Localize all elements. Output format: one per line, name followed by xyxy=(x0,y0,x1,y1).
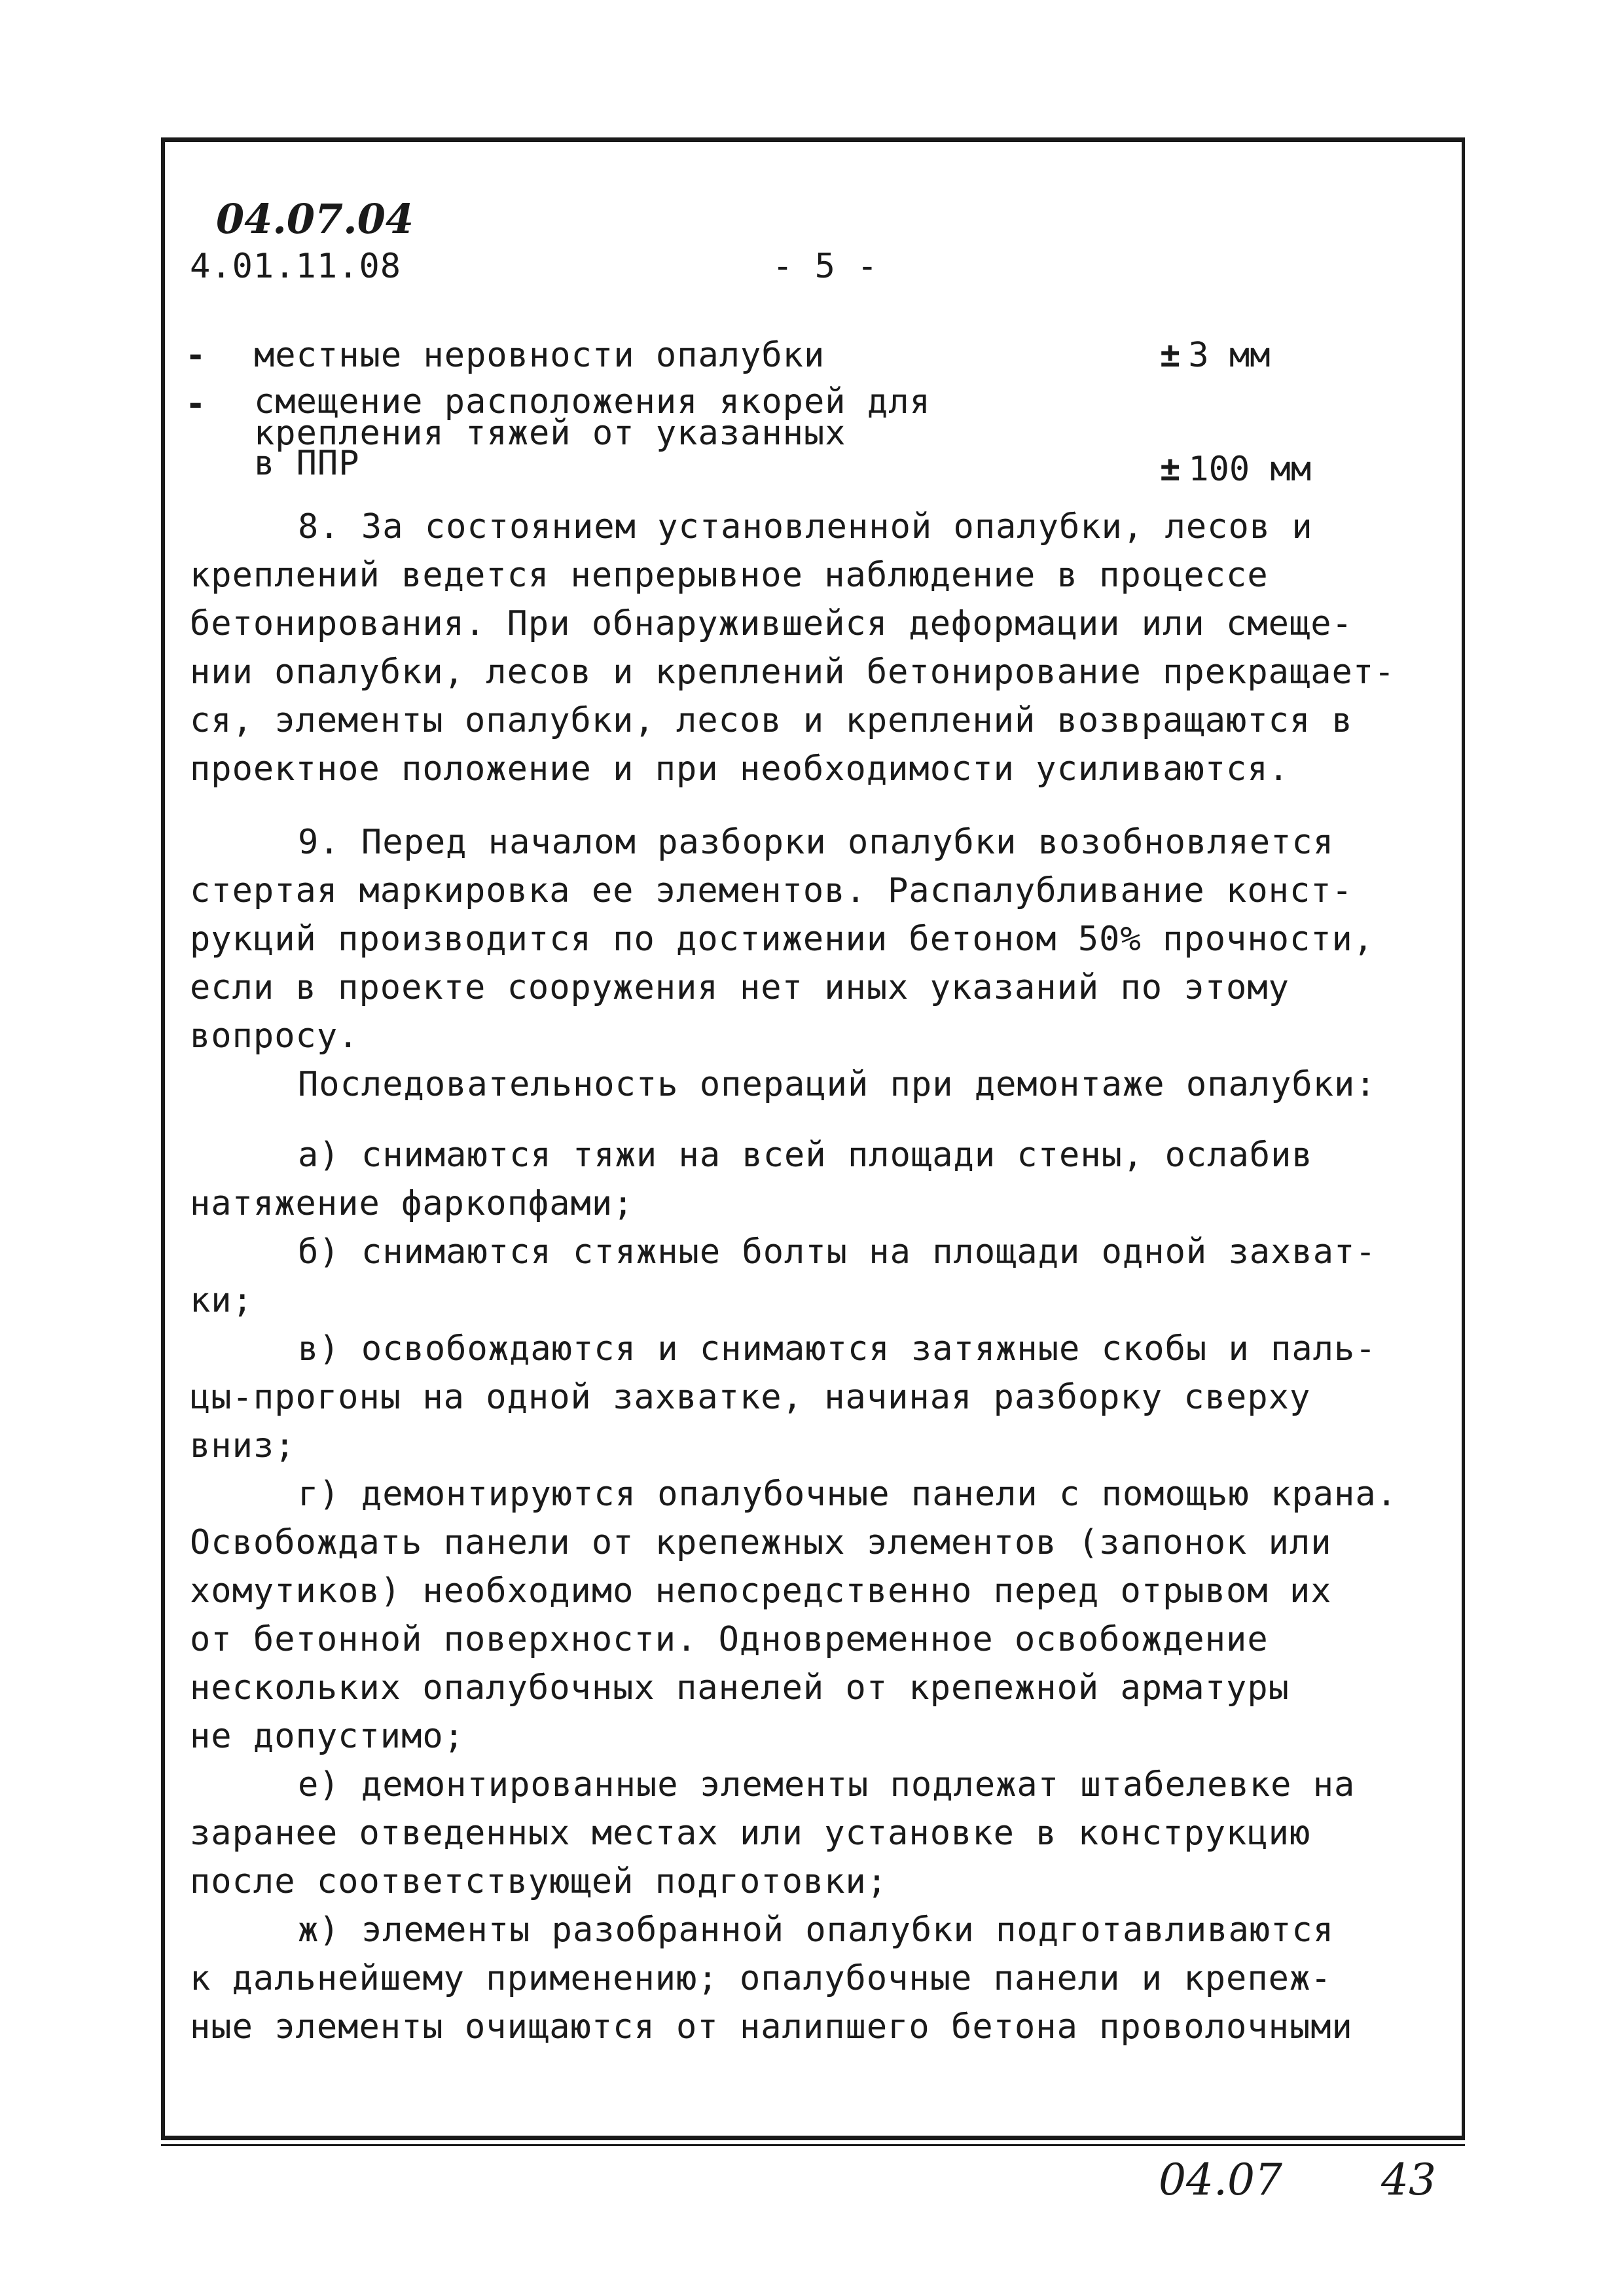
handwritten-code-top: 04.07.04 xyxy=(216,195,414,243)
tolerance-value-text: 100 мм xyxy=(1188,450,1312,489)
body-line: рукций производится по достижении бетоном 50% прочности, xyxy=(190,920,1375,959)
body-line: после соответствующей подготовки; xyxy=(190,1862,888,1901)
tolerance-label: смещение расположения якорей для xyxy=(254,382,931,422)
list-dash: - xyxy=(185,336,206,375)
body-line: нии опалубки, лесов и креплений бетонирование прекращает- xyxy=(190,653,1396,692)
body-line: Последовательность операций при демонтаже опалубки: xyxy=(298,1065,1377,1104)
tolerance-label: крепления тяжей от указанных xyxy=(254,414,846,453)
body-line: если в проекте сооружения нет иных указаний по этому xyxy=(190,968,1290,1007)
plus-minus-sign: ± xyxy=(1160,336,1181,375)
body-line: вопросу. xyxy=(190,1016,359,1056)
body-line: натяжение фаркопфами; xyxy=(190,1184,634,1223)
page-number: - 5 - xyxy=(772,247,878,286)
body-line: 8. За состоянием установленной опалубки, лесов и xyxy=(298,507,1313,547)
body-line: г) демонтируются опалубочные панели с помощью крана. xyxy=(298,1475,1398,1514)
body-line: Освобождать панели от крепежных элементов (запонок или xyxy=(190,1523,1332,1562)
body-line: ные элементы очищаются от налипшего бетона проволочными xyxy=(190,2007,1353,2047)
body-line: креплений ведется непрерывное наблюдение в процессе xyxy=(190,556,1269,595)
body-line: ж) элементы разобранной опалубки подготавливаются xyxy=(298,1910,1335,1950)
body-line: хомутиков) необходимо непосредственно перед отрывом их xyxy=(190,1571,1332,1611)
body-line: а) снимаются тяжи на всей площади стены, ослабив xyxy=(298,1136,1313,1175)
list-dash: - xyxy=(185,384,206,423)
body-line: проектное положение и при необходимости усиливаются. xyxy=(190,749,1290,789)
tolerance-value-text: 3 мм xyxy=(1188,336,1271,375)
body-line: 9. Перед началом разборки опалубки возобновляется xyxy=(298,823,1335,862)
tolerance-value xyxy=(1160,331,1271,380)
body-line: цы-прогоны на одной захватке, начиная разборку сверху xyxy=(190,1378,1311,1417)
plus-minus-sign: ± xyxy=(1160,450,1181,489)
body-line: от бетонной поверхности. Одновременное освобождение xyxy=(190,1620,1269,1659)
body-line: нескольких опалубочных панелей от крепежной арматуры xyxy=(190,1668,1290,1708)
body-line: б) снимаются стяжные болты на площади одной захват- xyxy=(298,1232,1377,1272)
body-line: ки; xyxy=(190,1281,253,1320)
body-line: е) демонтированные элементы подлежат штабелевке на xyxy=(298,1765,1356,1804)
body-line: стертая маркировка ее элементов. Распалубливание конст- xyxy=(190,871,1353,910)
handwritten-code-bottom: 04.07 xyxy=(1159,2155,1282,2205)
body-line: вниз; xyxy=(190,1426,296,1465)
document-code: 4.01.11.08 xyxy=(190,247,402,286)
tolerance-label: в ППР xyxy=(254,444,360,483)
handwritten-page-number: 43 xyxy=(1381,2155,1436,2205)
body-line: в) освобождаются и снимаются затяжные скобы и паль- xyxy=(298,1329,1377,1369)
tolerance-value xyxy=(1160,445,1311,493)
body-line: к дальнейшему применению; опалубочные панели и крепеж- xyxy=(190,1959,1332,1998)
body-line: бетонирования. При обнаружившейся деформации или смеще- xyxy=(190,604,1353,643)
body-line: заранее отведенных местах или установке в конструкцию xyxy=(190,1814,1311,1853)
body-line: ся, элементы опалубки, лесов и креплений возвращаются в xyxy=(190,701,1353,740)
body-line: не допустимо; xyxy=(190,1717,465,1756)
tolerance-label: местные неровности опалубки xyxy=(254,336,825,375)
